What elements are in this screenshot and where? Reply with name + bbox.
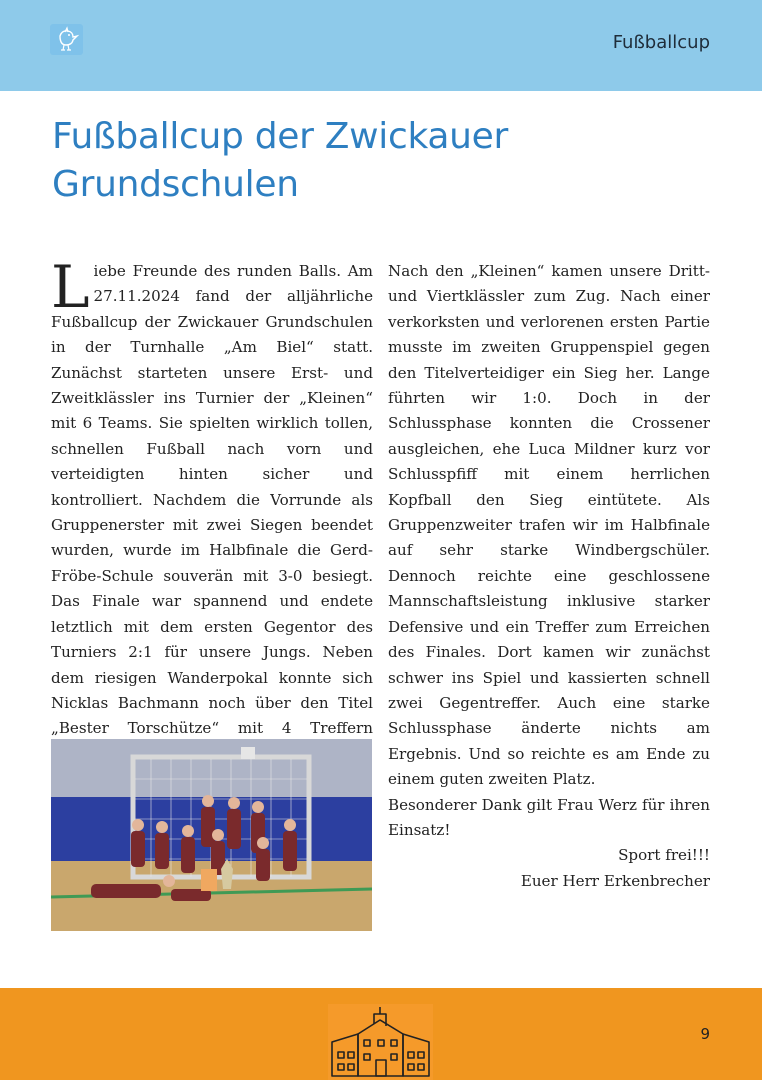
bird-icon xyxy=(50,24,83,55)
article-right-column xyxy=(388,259,710,894)
section-title: Fußballcup xyxy=(612,32,710,53)
article-left-column xyxy=(51,253,373,767)
team-photo xyxy=(51,739,372,931)
article-paragraph-2: Nach den „Kleinen“ kamen unsere Dritt- und Viertklässler zum Zug. Nach einer verkorksten und verlorenen ersten Partie musste im zweiten Gruppenspiel gegen den Titelverteidiger ein Sieg her. Lange führten wir 1:0. Doch in der Schlussphase konnten die Crossener ausgleichen, ehe Luca Mildner kurz vor Schlusspfiff mit einem herrlichen Kopfball den Sieg eintütete. Als Gruppenzweiter trafen wir im Halbfinale auf sehr starke Windbergschüler. Dennoch reichte eine geschlossene Mannschaftsleistung inklusive starker Defensive und ein Treffer zum Erreichen des Finales. Dort kamen wir zunächst schwer ins Spiel und kassierten schnell zwei Gegentreffer. Auch eine starke Schlussphase änderte nichts am Ergebnis. Und so reichte es am Ende zu einem guten zweiten Platz. xyxy=(388,262,710,789)
closing-text: Sport frei!!! xyxy=(618,846,710,865)
school-icon xyxy=(328,1004,433,1080)
signature-text: Euer Herr Erkenbrecher xyxy=(520,871,710,890)
article-paragraph-1 xyxy=(51,253,373,767)
header-band xyxy=(0,0,762,91)
page-title: Fußballcup der Zwickauer Grundschulen xyxy=(52,116,509,205)
dropcap: L xyxy=(51,253,90,321)
thanks-text: Besonderer Dank gilt Frau Werz für ihren Einsatz! xyxy=(388,795,710,839)
page-number: 9 xyxy=(700,1025,710,1043)
paragraph-text: iebe Freunde des runden Balls. Am 27.11.2024 fand der alljährliche Fußballcup der Zwickauer Grundschulen in der Turnhalle „Am Biel“ statt. Zunächst starteten unsere Erst- und Zweitklässler ins Turnier der „Kleinen“ mit 6 Teams. Sie spielten wirklich tollen, schnellen Fußball nach vorn und verteidigten hinten sicher und kontrolliert. Nachdem die Vorrunde als Gruppenerster mit zwei Siegen beendet wurden, wurde im Halbfinale die Gerd-Fröbe-Schule souverän mit 3-0 besiegt. Das Finale war spannend und endete letztlich mit dem ersten Gegentor des Turniers 2:1 für unsere Jungs. Neben dem riesigen Wanderpokal konnte sich Nicklas Bachmann noch über den Titel „Bester Torschütze“ mit 4 Treffern xyxy=(51,262,373,738)
